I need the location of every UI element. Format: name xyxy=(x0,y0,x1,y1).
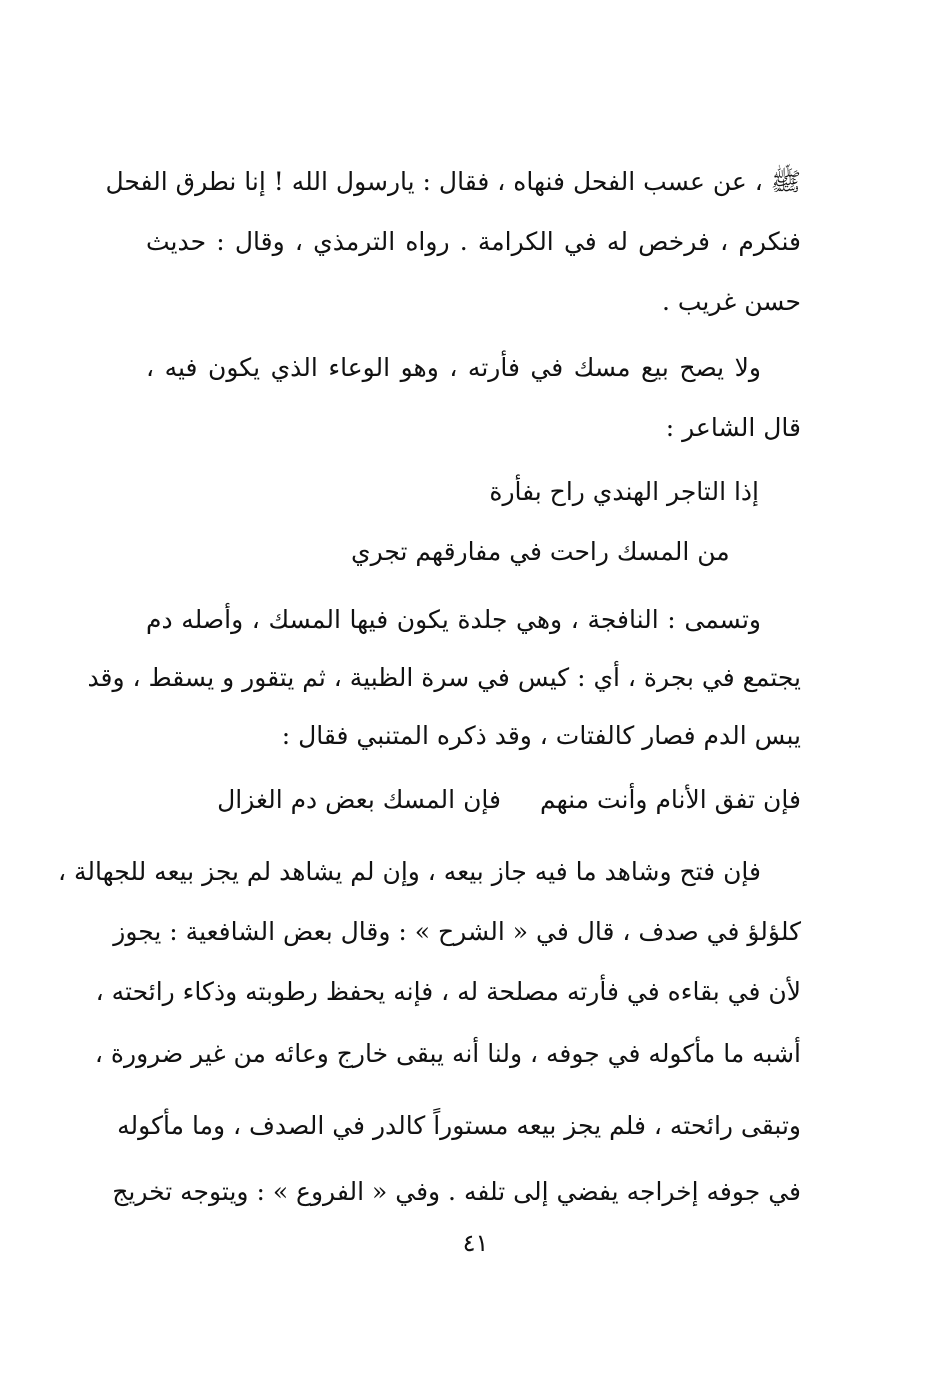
paragraph-start-line: فإن فتح وشاهد ما فيه جاز بيعه ، وإن لم يشاهد لم يجز بيعه للجهالة ، xyxy=(58,857,761,886)
text-line: في جوفه إخراجه يفضي إلى تلفه . وفي « الفروع » : ويتوجه تخريج xyxy=(112,1177,801,1206)
text-line: لأن في بقاءه في فأرته مصلحة له ، فإنه يحفظ رطوبته وذكاء رائحته ، xyxy=(95,977,801,1006)
text-line: يبس الدم فصار كالفتات ، وقد ذكره المتنبي فقال : xyxy=(281,721,801,750)
text-line: فنكرم ، فرخص له في الكرامة . رواه الترمذي ، وقال : حديث xyxy=(146,227,801,256)
text-line: حسن غريب . xyxy=(661,287,801,316)
poem-verse-first-hemistich: إذا التاجر الهندي راح بفأرة xyxy=(489,477,759,506)
text-line: أشبه ما مأكوله في جوفه ، ولنا أنه يبقى خارج وعائه من غير ضرورة ، xyxy=(94,1039,801,1068)
page-number: ٤١ xyxy=(462,1229,489,1257)
paragraph-start-line: ولا يصح بيع مسك في فأرته ، وهو الوعاء الذي يكون فيه ، xyxy=(146,353,761,382)
paragraph-start-line: وتسمى : النافجة ، وهي جلدة يكون فيها المسك ، وأصله دم xyxy=(146,605,761,634)
poem-verse-second-hemistich: من المسك راحت في مفارقهم تجري xyxy=(351,537,730,566)
text-line: كلؤلؤ في صدف ، قال في « الشرح » : وقال بعض الشافعية : يجوز xyxy=(113,917,801,946)
text-line: وتبقى رائحته ، فلم يجز بيعه مستوراً كالدر في الصدف ، وما مأكوله xyxy=(117,1111,801,1140)
poem-verse-first-hemistich: فإن تفق الأنام وأنت منهم xyxy=(539,785,801,814)
poem-verse-second-hemistich: فإن المسك بعض دم الغزال xyxy=(217,785,501,814)
text-line: ﷺ ، عن عسب الفحل فنهاه ، فقال : يارسول الله ! إنا نطرق الفحل xyxy=(105,167,801,196)
text-line: قال الشاعر : xyxy=(665,413,801,442)
text-line: يجتمع في بجرة ، أي : كيس في سرة الظبية ، ثم يتقور و يسقط ، وقد xyxy=(87,663,801,692)
